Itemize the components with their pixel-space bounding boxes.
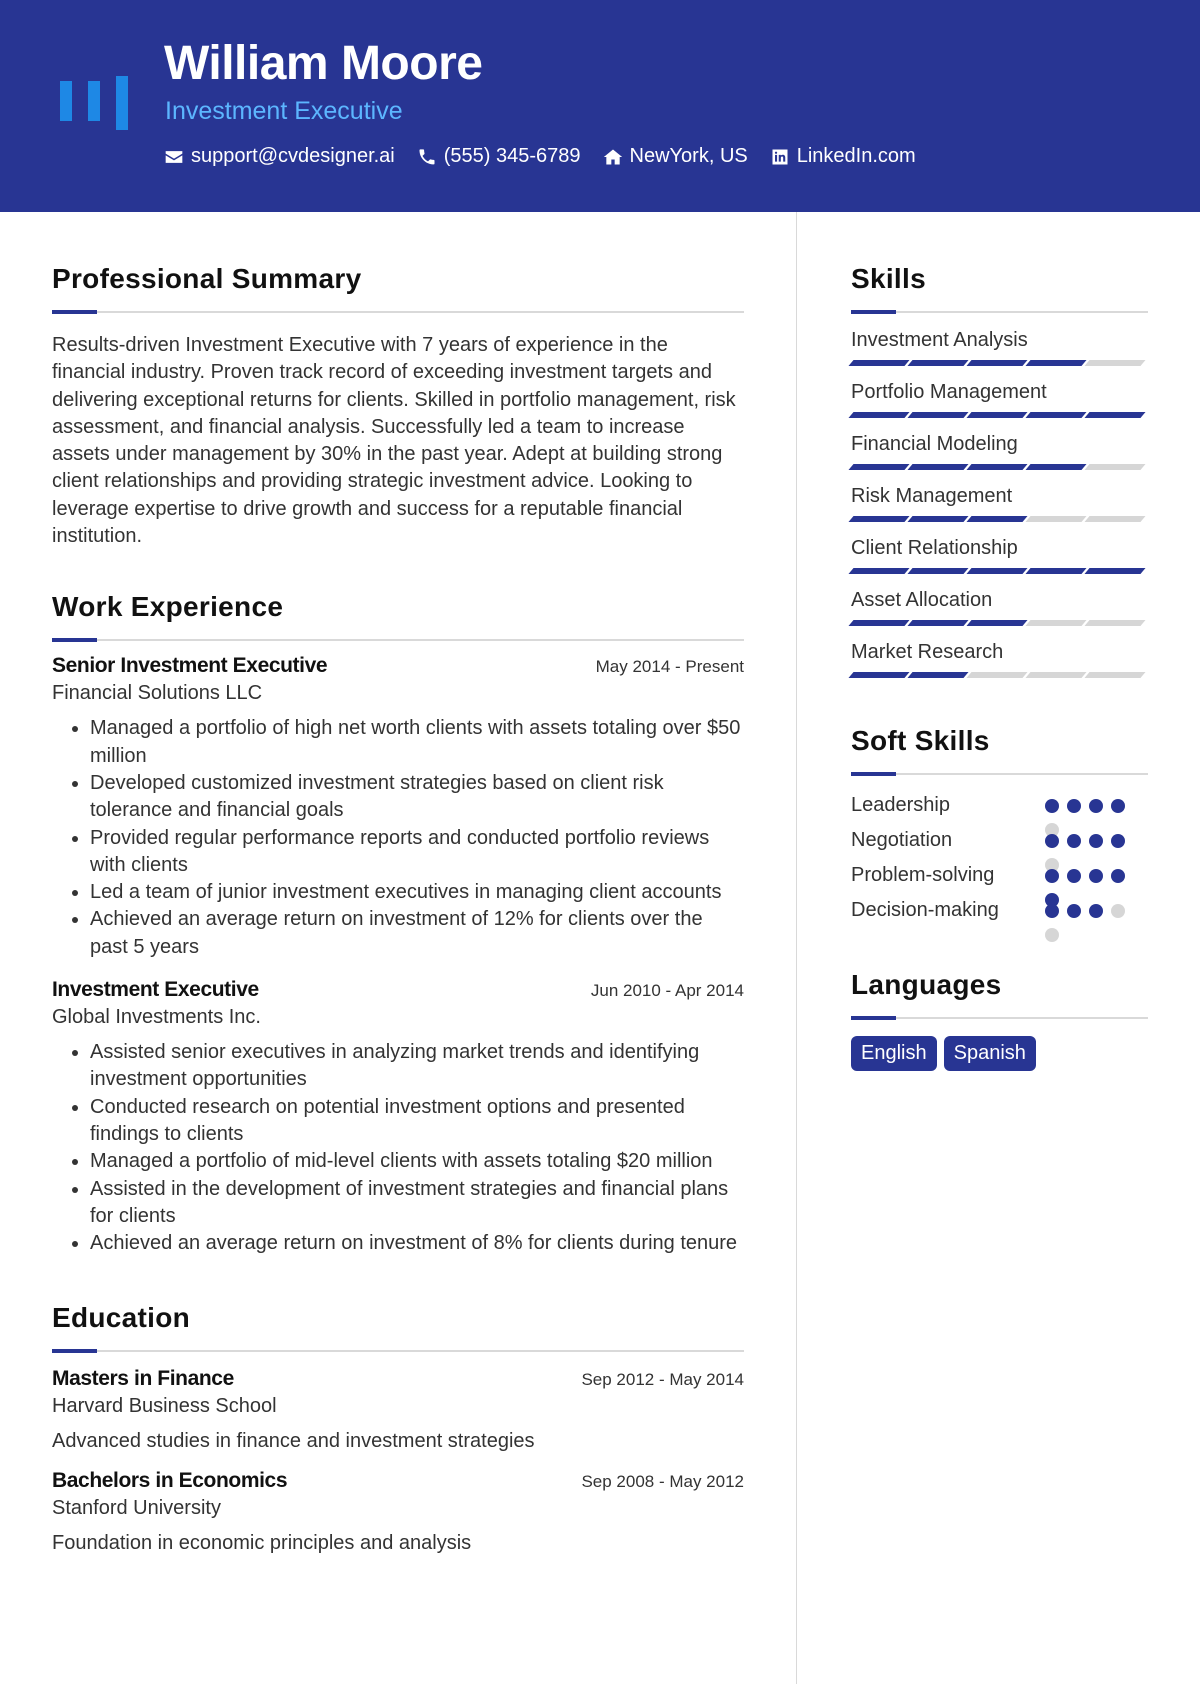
contact-email[interactable] (164, 145, 395, 168)
job-entry (52, 978, 744, 1257)
skill-segment-empty (1025, 620, 1086, 626)
experience-section (52, 590, 744, 1257)
skill-segment-filled (848, 360, 909, 366)
skill-segment-empty (1084, 360, 1145, 366)
rating-dot-filled (1111, 799, 1125, 813)
rating-dot-empty (1111, 904, 1125, 918)
skill-name: Portfolio Management (851, 381, 1047, 403)
skill-segment-filled (966, 620, 1027, 626)
skill-segment-filled (966, 516, 1027, 522)
contact-location (603, 145, 748, 168)
bullet-item: • Managed a portfolio of high net worth clients with assets totaling over $50 million (90, 715, 744, 770)
rating-dot-filled (1111, 834, 1125, 848)
skill-name: Asset Allocation (851, 589, 993, 611)
soft-skill-item (851, 897, 1148, 932)
school-name: Stanford University (52, 1497, 221, 1520)
bullet-item: • Assisted senior executives in analyzing market trends and identifying investment opportunities (90, 1039, 744, 1094)
skill-level-bar (851, 672, 1148, 678)
section-title: Work Experience (52, 591, 284, 623)
rating-dot-filled (1067, 799, 1081, 813)
skill-level-bar (851, 516, 1148, 522)
skill-level-bar (851, 412, 1148, 418)
soft-skill-name: Leadership (851, 794, 950, 816)
soft-skill-item (851, 827, 1148, 862)
languages-section (851, 968, 1148, 1071)
summary-text: Results-driven Investment Executive with 7 years of experience in the financial industry. Proven track record of exceeding investment targets and delivering exceptional returns for clients. Skilled in portfolio management, risk assessment, and financial analysis. Successfully led a team to increase assets under management by 30% in the past year. Adept at building strong client relationships and providing strategic investment advice. Looking to leverage expertise to drive growth and success for a reputable financial institution. (52, 334, 736, 548)
candidate-role: Investment Executive (165, 97, 403, 125)
envelope-icon (164, 147, 184, 167)
skill-segment-filled (848, 464, 909, 470)
skill-segment-empty (1084, 464, 1145, 470)
language-tag: English (851, 1036, 937, 1071)
skill-segment-filled (1025, 360, 1086, 366)
contact-location-text: NewYork, US (629, 145, 748, 167)
skill-item (851, 640, 1148, 678)
skill-name: Financial Modeling (851, 433, 1018, 455)
bullet-item: • Conducted research on potential investment options and presented findings to clients (90, 1094, 744, 1149)
skill-level-bar (851, 360, 1148, 366)
section-title: Professional Summary (52, 263, 362, 294)
rating-dot-empty (1045, 928, 1059, 942)
job-title: Investment Executive (52, 978, 259, 1002)
soft-skill-name: Negotiation (851, 829, 953, 851)
bullet-item: • Assisted in the development of investment strategies and financial plans for clients (90, 1176, 744, 1231)
skill-segment-filled (907, 464, 968, 470)
education-entry (52, 1469, 744, 1555)
soft-skill-rating (1045, 904, 1145, 944)
skill-segment-filled (907, 412, 968, 418)
rating-dot-filled (1089, 799, 1103, 813)
section-rule (851, 772, 1148, 776)
section-rule (851, 1016, 1148, 1020)
section-title: Skills (851, 263, 926, 294)
education-description: Foundation in economic principles and analysis (52, 1532, 472, 1555)
skills-list (851, 328, 1148, 678)
rating-dot-filled (1067, 904, 1081, 918)
skill-segment-filled (1025, 568, 1086, 574)
column-divider (796, 212, 797, 1684)
skill-item (851, 484, 1148, 522)
skill-name: Investment Analysis (851, 329, 1028, 351)
bullet-item: • Achieved an average return on investment of 12% for clients over the past 5 years (90, 906, 744, 961)
soft-skill-name: Decision-making (851, 899, 999, 921)
education-description: Advanced studies in finance and investment strategies (52, 1430, 535, 1453)
rating-dot-filled (1089, 869, 1103, 883)
rating-dot-filled (1045, 904, 1059, 918)
skill-level-bar (851, 568, 1148, 574)
soft-skill-item (851, 792, 1148, 827)
job-bullets (52, 1039, 744, 1257)
linkedin-icon (770, 147, 790, 167)
language-tags (851, 1036, 1148, 1071)
rating-dot-filled (1067, 834, 1081, 848)
contact-linkedin[interactable] (770, 145, 916, 168)
skill-segment-filled (848, 672, 909, 678)
skill-segment-filled (907, 672, 968, 678)
rating-dot-filled (1045, 799, 1059, 813)
education-section (52, 1301, 744, 1555)
rating-dot-filled (1067, 869, 1081, 883)
main-column (52, 262, 744, 1555)
skill-segment-filled (848, 412, 909, 418)
summary-section (52, 262, 744, 550)
skill-segment-filled (848, 516, 909, 522)
bullet-item: • Provided regular performance reports and conducted portfolio reviews with clients (90, 825, 744, 880)
job-company: Financial Solutions LLC (52, 682, 263, 705)
section-title: Languages (851, 969, 1002, 1000)
section-title: Soft Skills (851, 725, 990, 756)
bullet-item: • Managed a portfolio of mid-level clients with assets totaling $20 million (90, 1148, 744, 1175)
skill-name: Risk Management (851, 485, 1013, 507)
skill-name: Client Relationship (851, 537, 1018, 559)
skill-segment-filled (966, 464, 1027, 470)
skill-item (851, 536, 1148, 574)
rating-dot-filled (1111, 869, 1125, 883)
rating-dot-filled (1045, 834, 1059, 848)
skill-segment-filled (1084, 568, 1145, 574)
skill-segment-filled (907, 516, 968, 522)
skill-segment-filled (1084, 412, 1145, 418)
skill-segment-empty (1084, 516, 1145, 522)
soft-skills-section (851, 724, 1148, 932)
bullet-item: • Led a team of junior investment executives in managing client accounts (90, 879, 744, 906)
language-tag: Spanish (944, 1036, 1036, 1071)
candidate-name: William Moore (164, 37, 483, 90)
job-date: Jun 2010 - Apr 2014 (590, 981, 744, 1001)
skill-segment-filled (848, 620, 909, 626)
contact-phone[interactable] (417, 145, 581, 168)
resume-header (0, 0, 1200, 212)
school-name: Harvard Business School (52, 1395, 277, 1418)
rating-dot-filled (1089, 834, 1103, 848)
degree-title: Masters in Finance (52, 1367, 234, 1391)
skill-segment-filled (966, 412, 1027, 418)
section-rule (52, 638, 744, 642)
contact-list (164, 145, 916, 168)
home-icon (603, 147, 623, 167)
soft-skills-list (851, 792, 1148, 932)
job-company: Global Investments Inc. (52, 1006, 261, 1029)
job-title: Senior Investment Executive (52, 654, 328, 678)
contact-phone-text: (555) 345-6789 (443, 145, 581, 167)
education-date: Sep 2012 - May 2014 (581, 1370, 744, 1390)
skill-item (851, 432, 1148, 470)
skill-item (851, 380, 1148, 418)
skill-segment-filled (907, 360, 968, 366)
job-date: May 2014 - Present (595, 657, 744, 677)
skill-item (851, 328, 1148, 366)
section-title: Education (52, 1302, 191, 1334)
skill-level-bar (851, 464, 1148, 470)
skill-segment-filled (966, 568, 1027, 574)
rating-dot-filled (1045, 869, 1059, 883)
section-rule (52, 1349, 744, 1353)
bullet-item: • Developed customized investment strategies based on client risk tolerance and financial goals (90, 770, 744, 825)
bullet-item: • Achieved an average return on investment of 8% for clients during tenure (90, 1230, 744, 1257)
skill-segment-filled (966, 360, 1027, 366)
education-date: Sep 2008 - May 2012 (581, 1472, 744, 1492)
contact-linkedin-text: LinkedIn.com (796, 145, 916, 167)
skill-item (851, 588, 1148, 626)
skill-name: Market Research (851, 641, 1004, 663)
soft-skill-item (851, 862, 1148, 897)
skill-segment-empty (1084, 672, 1145, 678)
contact-email-text: support@cvdesigner.ai (191, 145, 395, 167)
rating-dot-filled (1089, 904, 1103, 918)
job-entry (52, 654, 744, 961)
skill-segment-filled (848, 568, 909, 574)
education-entry (52, 1367, 744, 1453)
sidebar-column (851, 262, 1148, 1071)
job-bullets (52, 715, 744, 961)
skills-section (851, 262, 1148, 678)
degree-title: Bachelors in Economics (52, 1469, 288, 1493)
skill-segment-empty (1084, 620, 1145, 626)
skill-segment-filled (1025, 412, 1086, 418)
skill-segment-empty (1025, 516, 1086, 522)
skill-segment-filled (907, 568, 968, 574)
skill-segment-empty (1025, 672, 1086, 678)
skill-segment-filled (907, 620, 968, 626)
section-rule (52, 310, 744, 314)
skill-segment-filled (1025, 464, 1086, 470)
skill-segment-empty (966, 672, 1027, 678)
phone-icon (417, 147, 437, 167)
soft-skill-name: Problem-solving (851, 864, 995, 886)
section-rule (851, 310, 1148, 314)
skill-level-bar (851, 620, 1148, 626)
